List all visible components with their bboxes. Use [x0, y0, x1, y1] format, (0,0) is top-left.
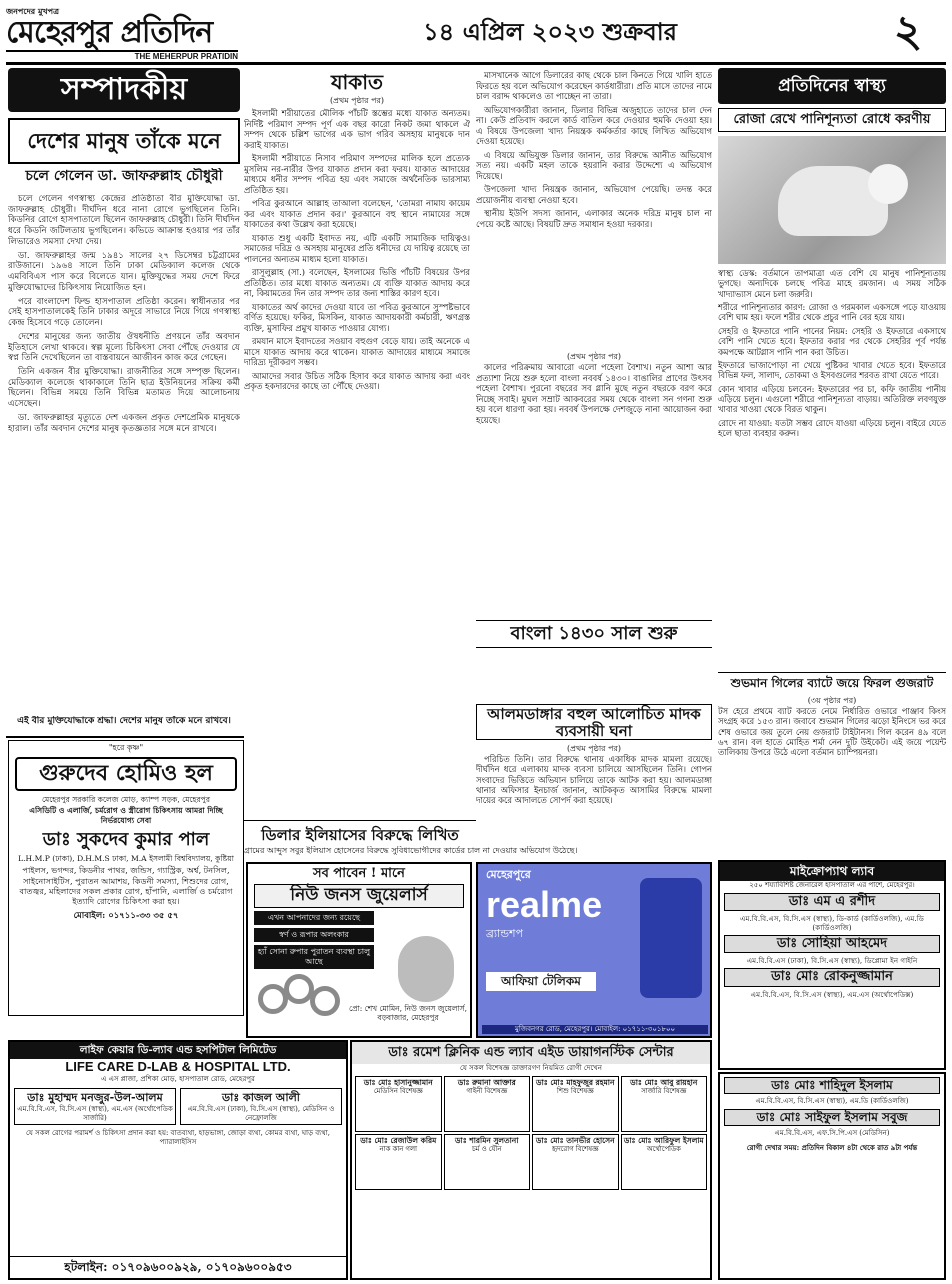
bangla-continued-label: (প্রথম পৃষ্ঠার পর): [566, 352, 622, 361]
ring-icon: [310, 986, 340, 1016]
masthead-rule: [6, 62, 946, 65]
alamdanga-headline: আলমডাঙ্গার বহুল আলোচিত মাদক ব্যবসায়ী ঘনা: [476, 704, 712, 740]
homeo-address: মেহেরপুর সরকারি কলেজ মোড়, ক্যাম্প সড়ক, মেহেরপুর: [41, 795, 211, 804]
doctor-specialty: নাক কান গলা: [379, 1145, 417, 1154]
doctor-degree: এম.বি.বি.এস (ঢাকা), বি.সি.এস (স্বাস্থ্য), মেডিসিন ও নেফ্রোলজি: [187, 1104, 335, 1122]
doctor-name: ডাঃ সোহিয়া আহমেদ: [724, 935, 940, 953]
doctor-degree: এম.বি.বি.এস, বি.সি.এস (স্বাস্থ্য), এম.ডি (কার্ডিওলজি): [755, 1097, 909, 1105]
realme-logo: realme: [486, 883, 603, 925]
homeo-doctor-name: ডাঃ সুকদেব কুমার পাল: [42, 829, 210, 851]
jewellers-address: প্রো: শেখ মোমিন, নিউ জনস জুয়েলার্স, বড়বাজার, মেহেরপুর: [348, 1004, 468, 1023]
zakat-paragraph: ইসলামী শরীয়াতের মৌলিক পাঁচটি স্তম্ভের মধ্যে যাকাত অন্যতম। নির্দিষ্ট পরিমাণ সম্পদ পূর্ণ এক বছর কারো নিকট জমা থাকলে ঐ সম্পদ থেকে চল্লিশ ভাগের এক ভাগ গরিব অসহায় মানুষকে দান করাই যাকাত।: [244, 108, 470, 150]
doctor-name: ডাঃ মোঃ আবু রায়হান: [630, 1078, 698, 1087]
clinic-doctor-cell: [532, 1076, 619, 1132]
middle-paragraph: উপজেলা খাদ্য নিয়ন্ত্রক জানান, অভিযোগ পেয়েছি। তদন্ত করে প্রয়োজনীয় ব্যবস্থা নেওয়া হবে।: [476, 184, 712, 205]
zakat-paragraph: যাকাত শুধু একটি ইবাদত নয়, এটি একটি সামাজিক দায়িত্বও। সমাজের দরিদ্র ও অসহায় মানুষের প্রতি ধনীদের যে দায়িত্ব রয়েছে তা পালনের অন্যতম মাধ্যম হলো যাকাত।: [244, 232, 470, 264]
dilar-text: গ্রামের আব্দুস সবুর ইলিয়াস হোসেনের বিরুদ্ধে সুবিধাভোগীদের কার্ডের চাল না দেওয়ার অভিযোগ উঠেছে।: [244, 846, 578, 855]
middle-paragraph: অভিযোগকারীরা জানান, ডিলার বিভিন্ন অজুহাতে তাদের চাল দেন না। কেউ প্রতিবাদ করলে কার্ড বাতিল করে দেওয়ার হুমকি দেওয়া হয়। এ বিষয়ে উপজেলা খাদ্য নিয়ন্ত্রক কর্মকর্তার কাছে লিখিত অভিযোগ দেওয়া হয়েছে।: [476, 104, 712, 146]
editorial-body: [8, 194, 240, 714]
doctor-specialty: সার্জারি বিশেষজ্ঞ: [641, 1087, 687, 1096]
editorial-closing: এই বীর মুক্তিযোদ্ধাকে শ্রদ্ধা। দেশের মানুষ তাঁকে মনে রাখবে।: [17, 716, 231, 726]
doctor-specialty: গাইনী বিশেষজ্ঞ: [466, 1087, 508, 1096]
doctor-name: ডাঃ রুমানা আক্তার: [457, 1078, 516, 1087]
homeo-invocation: "হরে কৃষ্ণ": [108, 743, 144, 752]
clinic-name: ডাঃ রমেশ ক্লিনিক এন্ড ল্যাব এইড ডায়াগনস্টিক সেন্টার: [352, 1042, 710, 1064]
lifecare-doctor-card: [14, 1088, 176, 1125]
zakat-continued-label: (প্রথম পৃষ্ঠার পর): [329, 96, 385, 105]
doctor-name: ডাঃ মোঃ সাইফুল ইসলাম সবুজ: [724, 1109, 940, 1126]
clinic-doctor-cell: [444, 1076, 531, 1132]
clinic-doctor-cell: [355, 1076, 442, 1132]
proprietor-photo: [398, 936, 454, 1002]
lifecare-doctor-card: [180, 1088, 342, 1125]
homeo-doctor-degree: L.H.M.P (ঢাকা), D.H.M.S ঢাকা, M.A ইসলামী বিশ্ববিদ্যালয়, কুষ্টিয়া: [18, 853, 234, 863]
realme-location: মেহেরপুরে: [486, 868, 531, 881]
realme-shop-name: আফিয়া টেলিকম: [486, 972, 596, 991]
zakat-paragraph: রাসূলুল্লাহ (সা.) বলেছেন, ইসলামের ভিত্তি পাঁচটি বিষয়ের উপর প্রতিষ্ঠিত। তার মধ্যে যাকাত অন্যতম। যে ব্যক্তি যাকাত আদায় করে না, কিয়ামতের দিন তার সম্পদ তার জন্য শাস্তির কারণ হবে।: [244, 267, 470, 298]
doctor-degree: এম.বি.বি.এস, বি.সি.এস (স্বাস্থ্য), এম.এস (অর্থোপেডিক সার্জারি): [17, 1104, 173, 1122]
lifecare-name-bn: লাইফ কেয়ার ডি-ল্যাব এন্ড হসপিটাল লিমিটেড: [10, 1042, 346, 1059]
bangla-body: কালের পরিক্রমায় আবারো এলো পহেলা বৈশাখ। নতুন আশা আর প্রত্যাশা নিয়ে শুরু হলো বাংলা নববর্ষ ১৪৩০। বাঙালির প্রাণের উৎসব পহেলা বৈশাখ। পুরনো বছরের সব গ্লানি মুছে নতুন বছরকে বরণ করে নিচ্ছে সবাই। মুঘল সম্রাট আকবরের সময় থেকে বাংলা সন গণনা শুরু হয় বলে ধারণা করা হয়। নববর্ষ উপলক্ষে দেশজুড়ে নানা আয়োজন করা হয়েছে।: [476, 362, 712, 425]
lifecare-services: যে সকল রোগের পরামর্শ ও চিকিৎসা প্রদান করা হয়: বাতব্যথা, হাড়ভাঙ্গা, জোড়া ব্যথা, কোমর ব্যথা, ঘাড় ব্যথা, প্যারালাইসিস: [25, 1129, 331, 1147]
lifecare-address: এ এস প্লাজা, প্রশিকা মোড়, হাসপাতাল রোড, মেহেরপুর: [101, 1075, 255, 1084]
lifecare-hospital-ad: [8, 1040, 348, 1280]
zakat-paragraph: আমাদের সবার উচিত সঠিক হিসাব করে যাকাত আদায় করা এবং প্রকৃত হকদারদের কাছে তা পৌঁছে দেওয়া।: [244, 370, 470, 391]
health-paragraph: কোন খাবার এড়িয়ে চলবেন: ইফতারের পর চা, কফি জাতীয় পানীয় এড়িয়ে চলুন। এগুলো শরীরে পানিশূন্যতা বাড়ায়। অতিরিক্ত লবণযুক্ত খাবার খাওয়া থেকে বিরত থাকুন।: [718, 383, 946, 415]
clinic-doctor-cell: [532, 1134, 619, 1190]
smartphone-image: [640, 878, 702, 998]
editorial-paragraph: ডা. জাফরুল্লাহর মৃত্যুতে দেশ একজন প্রকৃত দেশপ্রেমিক মানুষকে হারাল। তাঁর অবদান দেশের মানুষ কৃতজ্ঞতার সঙ্গে মনে রাখবে।: [8, 412, 240, 434]
doctors-chamber-ad: [718, 1072, 946, 1280]
zakat-body: [244, 108, 470, 752]
realme-address: মুজিবনগর রোড, মেহেরপুর। মোবাইল: ০১৭১১-৩০১৮০০: [482, 1025, 708, 1034]
doctor-name: ডাঃ এম এ রশীদ: [724, 893, 940, 911]
jewellers-line2: স্বর্ণ ও রূপার অলংকার: [254, 928, 374, 942]
zakat-paragraph: যাকাতের অর্থ কাদের দেওয়া যাবে তা পবিত্র কুরআনে সুস্পষ্টভাবে বর্ণিত হয়েছে। ফকির, মিসকিন, যাকাত আদায়কারী কর্মচারী, ঋণগ্রস্ত ব্যক্তি, মুসাফির প্রমুখ যাকাত পাওয়ার যোগ্য।: [244, 301, 470, 333]
lifecare-name-en: LIFE CARE D-LAB & HOSPITAL LTD.: [65, 1059, 291, 1075]
newspaper-name: মেহেরপুর প্রতিদিন: [6, 16, 238, 52]
dateline: ১৪ এপ্রিল ২০২৩ শুক্রবার: [423, 17, 677, 46]
alamdanga-text: পরিচিত তিনি। তার বিরুদ্ধে থানায় একাধিক মাদক মামলা রয়েছে। দীর্ঘদিন ধরে এলাকায় মাদক ব্যবসা চালিয়ে আসছিলেন তিনি। গোপন সংবাদের ভিত্তিতে অভিযান চালিয়ে তাকে আটক করা হয়। আলমডাঙ্গা থানার অফিসার ইনচার্জ জানান, আটককৃত আসামির বিরুদ্ধে মামলা দায়ের করে আদালতে সোপর্দ করা হয়েছে।: [476, 754, 712, 806]
lifecare-doctors: [10, 1084, 346, 1129]
doctor-specialty: হৃদরোগ বিশেষজ্ঞ: [552, 1145, 599, 1154]
sports-headline: শুভমান গিলের ব্যাটে জয়ে ফিরল গুজরাট: [718, 672, 946, 694]
editorial-subheadline: চলে গেলেন ডা. জাফরুল্লাহ চৌধুরী: [25, 168, 223, 184]
clinic-doctor-cell: [355, 1134, 442, 1190]
alamdanga-continued-label: (প্রথম পৃষ্ঠার পর): [566, 744, 622, 753]
jewellers-line1: এখন আপনাদের জন্য রয়েছে: [254, 911, 374, 925]
chamber-time: রোগী দেখার সময়: প্রতিদিন বিকাল ৪টা থেকে রাত ৯টা পর্যন্ত: [746, 1142, 918, 1152]
sports-text: টস হেরে প্রথমে ব্যাট করতে নেমে নির্ধারিত ওভারে পাঞ্জাব কিংস সংগ্রহ করে ১৫৩ রান। জবাবে শুভমান গিলের ঝড়ো ইনিংসে ভর করে শেষ ওভারে জয় তুলে নেয় গুজরাট টাইটানস। গিল করেন ৪৯ বলে ৬৭ রান। বল হাতে মোহিত শর্মা নেন দুটি উইকেট। এই জয়ে পয়েন্ট তালিকায় উপরে উঠে এলো বর্তমান চ্যাম্পিয়নরা।: [718, 706, 946, 758]
realme-brandshop: ব্র্যান্ডশপ: [486, 926, 523, 940]
health-photo: [718, 136, 946, 264]
health-section-label: প্রতিদিনের স্বাস্থ্য: [718, 68, 946, 104]
homeo-hall-ad: [8, 740, 244, 1016]
masthead: [6, 6, 238, 64]
doctor-name: ডাঃ মোঃ রোকনুজ্জামান: [724, 968, 940, 986]
jewellers-name: নিউ জনস জুয়েলার্স: [254, 884, 464, 907]
doctor-specialty: শিশু বিশেষজ্ঞ: [556, 1087, 594, 1096]
doctor-degree: এম.বি.বি.এস (ঢাকা), বি.সি.এস (স্বাস্থ্য), ডিপ্লোমা ইন গাইনি: [746, 956, 918, 966]
masthead-tagline: জনপদের মুখপত্র: [6, 6, 59, 16]
sports-continued-label: (৩য় পৃষ্ঠার পর): [807, 696, 857, 705]
health-paragraph: শরীরে পানিশূন্যতার কারণ: রোজা ও গরমকাল একসঙ্গে পড়ে যাওয়ায় বেশি ঘাম হয়। ফলে শরীর থেকে প্রচুর পানি বের হয়ে যায়।: [718, 302, 946, 323]
realme-ad: [476, 862, 712, 1038]
health-paragraph: সেহরি ও ইফতারে পানি পানের নিয়ম: সেহরি ও ইফতারে একসাথে বেশি পানি খেতে হবে। ইফতার করার পর থেকে সেহরির পূর্ব পর্যন্ত কমপক্ষে আটগ্লাস পানি পান করা উচিত।: [718, 325, 946, 357]
jewellers-line3: হ্যাঁ সোনা রুপার পুরাতন ব্যবস্থা চালু আছে: [254, 945, 374, 969]
alamdanga-body: [476, 744, 712, 852]
page-number: ২: [893, 6, 923, 57]
clinic-subtitle: যে সকল বিশেষজ্ঞ ডাক্তারগণ নিয়মিত রোগী দেখেন: [460, 1064, 602, 1073]
bangla-new-year-headline: বাংলা ১৪৩০ সাল শুরু: [476, 620, 712, 648]
doctor-name: ডাঃ মোঃ রেজাউল করিম: [360, 1136, 437, 1145]
editorial-headline: দেশের মানুষ তাঁকে মনে: [8, 118, 240, 164]
doctor-name: ডাঃ মোঃ শাহিদুল ইসলাম: [724, 1077, 940, 1094]
micropath-lab-ad: [718, 860, 946, 1070]
homeo-services: পাইলস, ভগন্দর, কিডনীর পাথর, জন্ডিস, গ্যাস্ট্রিক, অর্শ্ব, টনসিল, সাইনোসাইটিস, পুরাতন আমাশয়, কিডনী সমস্যা, শিশুদের রোগ, বাতজ্বর, মহিলাদের সকল প্রকার রোগ, হাঁপানি, এলার্জি ও চর্মরোগ ইত্যাদি রোগের চিকিৎসা করা হয়।: [19, 865, 233, 907]
doctor-specialty: মেডিসিন বিশেষজ্ঞ: [373, 1087, 423, 1096]
sports-body: [718, 696, 946, 854]
lab-name: মাইক্রোপ্যাথ ল্যাব: [720, 862, 944, 881]
editorial-paragraph: দেশের মানুষের জন্য জাতীয় ঔষধনীতি প্রণয়নে তাঁর অবদান ইতিহাসে লেখা থাকবে। স্বল্প মূল্যে চিকিৎসা সেবা পৌঁছে দেওয়ার যে স্বপ্ন তিনি দেখেছিলেন তা বাস্তবায়নে আজীবন কাজ করে গেছেন।: [8, 331, 240, 364]
lab-address: ২৫০ শয্যাবিশিষ্ট জেনারেল হাসপাতাল এর পাশে, মেহেরপুর।: [749, 881, 915, 889]
doctor-degree: এম.বি.বি.এস, এফ.সি.পি.এস (মেডিসিন): [774, 1128, 890, 1137]
dilar-headline: ডিলার ইলিয়াসের বিরুদ্ধে লিখিত: [244, 820, 476, 850]
middle-paragraph: এ বিষয়ে অভিযুক্ত ডিলার জানান, তার বিরুদ্ধে আনীত অভিযোগ সত্য নয়। একটি মহল তাকে হয়রানি করার উদ্দেশ্যে এ অভিযোগ দিয়েছে।: [476, 149, 712, 181]
doctor-name: ডাঃ মোঃ মাহফুজুর রহমান: [536, 1078, 615, 1087]
homeo-hall-name: গুরুদেব হোমিও হল: [15, 757, 237, 791]
editorial-paragraph: চলে গেলেন গণস্বাস্থ্য কেন্দ্রের প্রতিষ্ঠাতা বীর মুক্তিযোদ্ধা ডা. জাফরুল্লাহ চৌধুরী। দীর্ঘদিন ধরে নানা রোগে ভুগছিলেন তিনি। কিডনির রোগে হাসপাতালে ছিলেন জাফরুল্লাহ চৌধুরী। তিনি দীর্ঘদিন ধরে কিডনি জটিলতায় ভুগছিলেন। কভিডে আক্রান্ত হওয়ার পর তাঁর লিভারেও সমস্যা দেখা দেয়।: [8, 194, 240, 247]
editorial-bottom-rule: [6, 736, 244, 738]
editorial-paragraph: তিনি একজন বীর মুক্তিযোদ্ধা। রাজনীতির সঙ্গে সম্পৃক্ত ছিলেন। মেডিক্যাল কলেজে থাকাকালে তিনি ছাত্র ইউনিয়নের সক্রিয় কর্মী ছিলেন। বিভিন্ন সময়ে তিনি বিভিন্ন মতামত দিয়ে আলোচনায় এসেছেন।: [8, 367, 240, 410]
zakat-paragraph: রমযান মাসে ইবাদতের সওয়াব বহুগুণ বেড়ে যায়। তাই অনেকে এ মাসে যাকাত আদায় করে থাকেন। যাকাত আদায়ের মাধ্যমে সমাজে দারিদ্র্য দূরীকরণ সম্ভব।: [244, 336, 470, 367]
doctor-degree: এম.বি.বি.এস, বি.সি.এস (স্বাস্থ্য), এম.এস (অর্থোপেডিক্স): [750, 989, 914, 999]
health-body: [718, 268, 946, 668]
dilar-body: [244, 846, 716, 860]
doctor-name: ডাঃ মোঃ হাসানুজ্জামান: [363, 1078, 433, 1087]
zakat-headline: যাকাত: [330, 70, 384, 94]
zakat-paragraph: ইসলামী শরীয়াতে নিসাব পরিমাণ সম্পদের মালিক হলে প্রত্যেক মুসলিম নর-নারীর উপর যাকাত প্রদান করা ফরয। যাকাত আদায়ের মাধ্যমে ধনীর সম্পদ পবিত্র হয় এবং সমাজে অর্থনৈতিক ভারসাম্য প্রতিষ্ঠিত হয়।: [244, 153, 470, 195]
clinic-doctor-grid: [352, 1073, 710, 1193]
clinic-doctor-cell: [621, 1134, 708, 1190]
newspaper-name-en: THE MEHERPUR PRATIDIN: [134, 52, 238, 61]
clinic-doctor-cell: [444, 1134, 531, 1190]
lifecare-hotline: হটলাইন: ০১৭০৯৬০০৯২৯, ০১৭০৯৬০০৯৫৩: [10, 1256, 346, 1278]
homeo-phone: মোবাইল: ০১৭১১-৩৩ ৩৫ ৫৭: [73, 911, 179, 922]
jewellers-top-line: সব পাবেন ! মানে: [313, 866, 405, 881]
editorial-section-label: সম্পাদকীয়: [8, 68, 240, 112]
doctor-name: ডাঃ মুহাম্মদ মনজুর-উল-আলম: [27, 1091, 163, 1105]
middle-paragraph: মাসখানেক আগে ডিলারের কাছ থেকে চাল কিনতে গিয়ে খালি হাতে ফিরতে হয় বলে অভিযোগ করেছেন কার্ডধারীরা। প্রতি মাসে তাদের নামে চাল বরাদ্দ থাকলেও তা পাচ্ছেন না তারা।: [476, 70, 712, 101]
health-paragraph: স্বাস্থ্য ডেস্ক: বর্তমানে তাপমাত্রা এত বেশি যে মানুষ পানিশূন্যতায় ভুগছে। অন্যদিকে চলছে পবিত্র মাহে রমজান। এ সময় সঠিক খাদ্যাভ্যাস মেনে চলা জরুরি।: [718, 268, 946, 299]
editorial-paragraph: ডা. জাফরুল্লাহর জন্ম ১৯৪১ সালের ২৭ ডিসেম্বর চট্টগ্রামের রাউজানে। ১৯৬৪ সালে তিনি ঢাকা মেডিক্যাল কলেজ থেকে এমবিবিএস পাস করে বিলেতে যান। মুক্তিযুদ্ধের সময় দেশে ফিরে মুক্তিযোদ্ধাদের চিকিৎসায় নিয়োজিত হন।: [8, 250, 240, 293]
doctor-name: ডাঃ কাজল আলী: [222, 1091, 300, 1105]
jewellers-ad: [246, 862, 472, 1038]
zakat-paragraph: পবিত্র কুরআনে আল্লাহ তাআলা বলেছেন, 'তোমরা নামায কায়েম কর এবং যাকাত প্রদান কর।' কুরআনে বহু স্থানে নামাযের সঙ্গে যাকাতের কথা উল্লেখ করা হয়েছে।: [244, 198, 470, 229]
doctor-specialty: চর্ম ও যৌন: [472, 1145, 502, 1154]
person-head-figure: [868, 164, 908, 204]
middle-paragraph: স্থানীয় ইউপি সদস্য জানান, এলাকার অনেক দরিদ্র মানুষ চাল না পেয়ে কষ্টে আছে। বিষয়টি দ্রুত সমাধান হওয়া দরকার।: [476, 208, 712, 229]
doctor-degree: এম.বি.বি.এস, বি.সি.এস (স্বাস্থ্য), ডি-কার্ড (কার্ডিওলজি), এম.ডি (কার্ডিওলজি): [740, 914, 924, 932]
editorial-paragraph: পরে বাংলাদেশ ফিল্ড হাসপাতাল প্রতিষ্ঠা করেন। স্বাধীনতার পর সেই হাসপাতালকেই তিনি ঢাকার অদূরে সাভারে নিয়ে গিয়ে গণস্বাস্থ্য কেন্দ্র হিসেবে গড়ে তোলেন।: [8, 296, 240, 329]
doctor-name: ডাঃ মোঃ তানভীর হোসেন: [535, 1136, 615, 1145]
ramesh-clinic-ad: [350, 1040, 712, 1280]
doctor-specialty: অর্থোপেডিক: [646, 1145, 681, 1154]
health-paragraph: রোদে না যাওয়া: যতটা সম্ভব রোদে যাওয়া এড়িয়ে চলুন। বাইরে যেতে হলে ছাতা ব্যবহার করুন।: [718, 417, 946, 439]
homeo-tagline: এসিডিটি ও এলার্জি, চর্মরোগ ও স্ত্রীরোগ চিকিৎসায় আমরা দিচ্ছি নির্ভরযোগ্য সেবা: [29, 806, 223, 825]
doctor-name: ডাঃ শারমিন সুলতানা: [455, 1136, 519, 1145]
health-headline: রোজা রেখে পানিশূন্যতা রোধে করণীয়: [718, 108, 946, 132]
health-paragraph: ইফতারে ভাজাপোড়া না খেয়ে পুষ্টিকর খাবার খেতে হবে। ইফতারে বিভিন্ন ফল, সালাদ, তোকমা ও ইসবগুলের শরবত রাখা যেতে পারে।: [718, 359, 946, 381]
clinic-doctor-cell: [621, 1076, 708, 1132]
rings-illustration: [258, 974, 342, 1024]
doctor-name: ডাঃ মোঃ আরিফুল ইসলাম: [623, 1136, 704, 1145]
